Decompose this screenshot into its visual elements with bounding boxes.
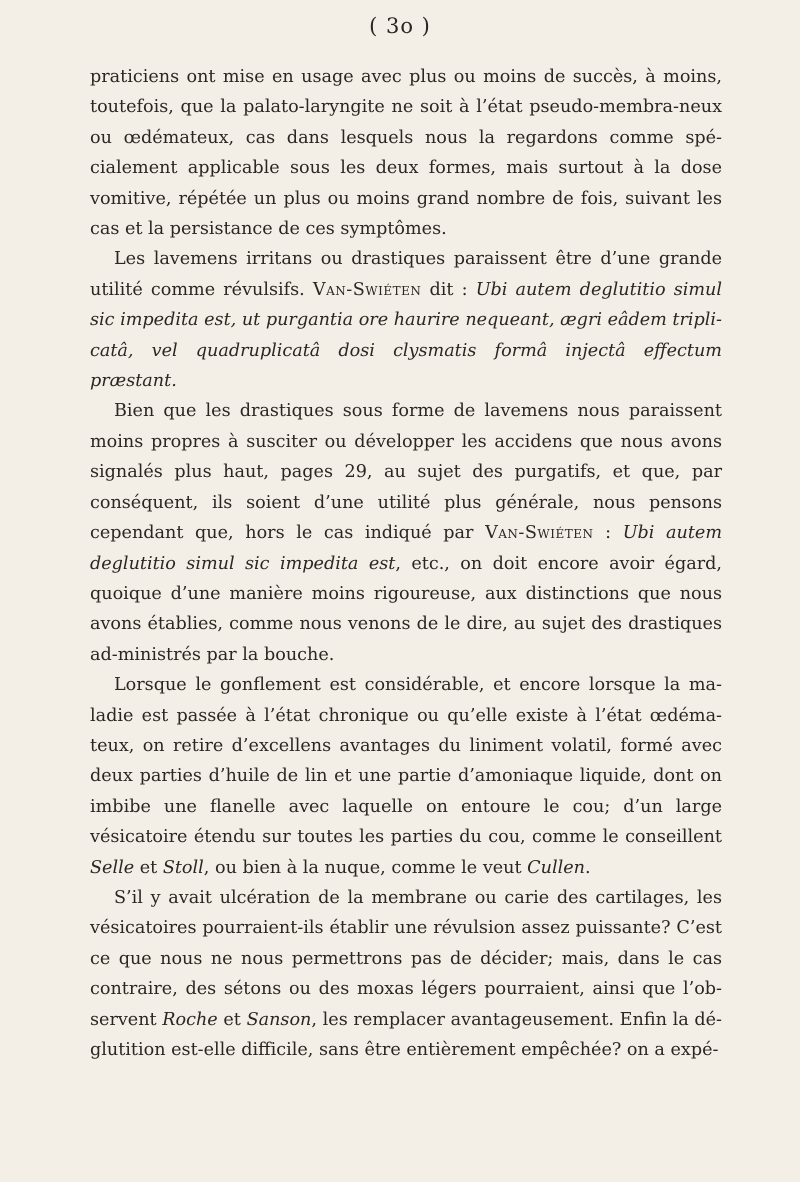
author-name: Van-Swiéten bbox=[312, 279, 422, 300]
text-run: et bbox=[217, 1009, 247, 1030]
text-run: Bien que les drastiques sous forme de lavemens nous paraissent moins propres à susciter ou développer les accidens que nous avons signalés plus haut, pages 29, au sujet des purgatifs, et que, par conséquent, ils soient d’une utilité plus générale, nous pensons cependant que, hors le cas indiqué par bbox=[90, 401, 722, 544]
italic-text: Cullen bbox=[527, 857, 585, 878]
text-run: et bbox=[134, 857, 163, 878]
author-name: Van-Swiéten bbox=[485, 523, 594, 544]
paragraph bbox=[90, 244, 722, 396]
text-run: . bbox=[584, 857, 591, 878]
text-run: S’il y avait ulcération de la membrane ou carie des cartilages, les vésicatoires pourraient-ils établir une révulsion assez puissante? C’est ce que nous ne nous permettrons pas de décider; mais, dans le cas contraire, des sétons ou des moxas légers pourraient, ainsi que l’ob-servent bbox=[90, 887, 722, 1030]
paragraph bbox=[90, 883, 722, 1065]
italic-text: Selle bbox=[90, 857, 135, 878]
body-text bbox=[90, 62, 722, 1065]
paragraph bbox=[90, 670, 722, 883]
text-run: dit : bbox=[421, 279, 476, 300]
italic-text: Roche bbox=[162, 1009, 218, 1030]
italic-text: Ubi autem deglutitio simul sic impedita est, ut purgantia ore haurire nequeant, ægri eâdem tripli-catâ, vel quadruplicatâ dosi clysmatis formâ injectâ effectum præstant. bbox=[90, 279, 722, 392]
text-run: Lorsque le gonflement est considérable, et encore lorsque la ma-ladie est passée à l’état chronique ou qu’elle existe à l’état œdéma-teux, on retire d’excellens avantages du liniment volatil, formé avec deux parties d’huile de lin et une partie d’amoniaque liquide, dont on imbibe une flanelle avec laquelle on entoure le cou; d’un large vésicatoire étendu sur toutes les parties du cou, comme le conseillent bbox=[90, 675, 722, 848]
text-run: , les remplacer avantageusement. Enfin la dé-glutition est-elle difficile, sans être entièrement empêchée? on a expé- bbox=[90, 1009, 722, 1060]
paragraph bbox=[90, 396, 722, 670]
text-run: Les lavemens irritans ou drastiques paraissent être d’une grande utilité comme révulsifs. bbox=[90, 249, 722, 300]
page-number: ( 3o ) bbox=[369, 14, 431, 38]
text-run: : bbox=[593, 523, 623, 544]
text-run: , etc., on doit encore avoir égard, quoique d’une manière moins rigoureuse, aux distinctions que nous avons établies, comme nous venons de le dire, au sujet des drastiques ad-ministrés par la bouche. bbox=[90, 553, 722, 665]
text-run: praticiens ont mise en usage avec plus ou moins de succès, à moins, toutefois, que la palato-laryngite ne soit à l’état pseudo-membra-neux ou œdémateux, cas dans lesquels nous la regardons comme spé-cialement applicable sous les deux formes, mais surtout à la dose vomitive, répétée un plus ou moins grand nombre de fois, suivant les cas et la persistance de ces symptômes. bbox=[90, 67, 722, 240]
italic-text: Stoll bbox=[162, 857, 204, 878]
text-run: , ou bien à la nuque, comme le veut bbox=[203, 857, 528, 878]
italic-text: Ubi autem deglutitio simul sic impedita est bbox=[90, 523, 722, 574]
italic-text: Sanson bbox=[246, 1009, 312, 1030]
paragraph bbox=[90, 62, 722, 244]
